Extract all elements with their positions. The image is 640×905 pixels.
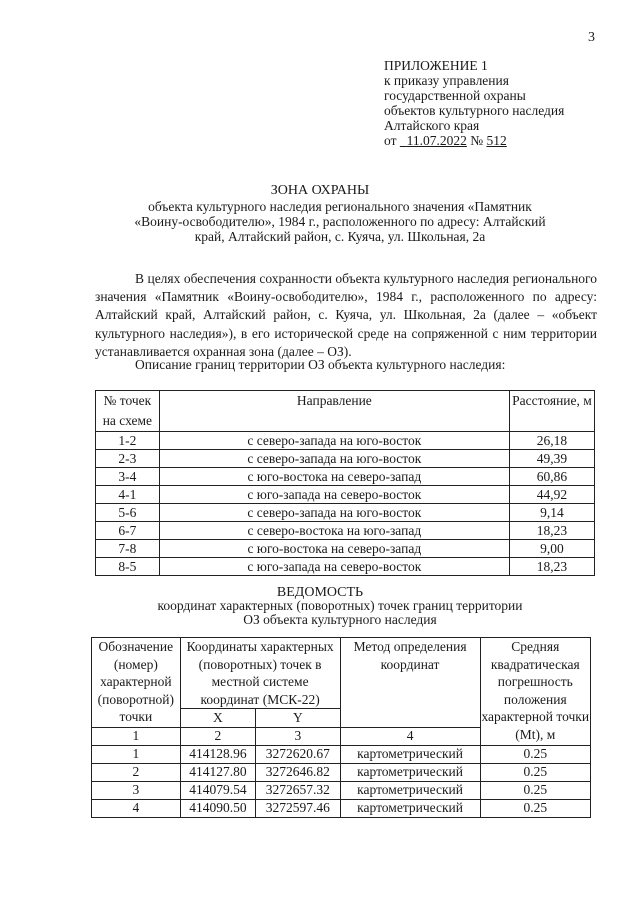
distance-cell: 44,92 xyxy=(509,486,594,504)
appendix-title: ПРИЛОЖЕНИЕ 1 xyxy=(384,58,488,73)
segment-cell: 2-3 xyxy=(96,450,160,468)
method-cell: картометрический xyxy=(340,781,480,799)
direction-cell: с северо-запада на юго-восток xyxy=(159,432,509,450)
direction-cell: с юго-востока на северо-запад xyxy=(159,540,509,558)
boundary-table xyxy=(95,390,595,576)
order-date: 11.07.2022 xyxy=(406,133,467,148)
direction-cell: с северо-запада на юго-восток xyxy=(159,450,509,468)
error-cell: 0.25 xyxy=(480,799,590,817)
y-cell: 3272646.82 xyxy=(256,763,340,781)
table-row xyxy=(92,781,591,799)
x-cell: 414128.96 xyxy=(180,745,255,763)
header-coordinates: Координаты характерных (поворотных) точек в местной системе координат (МСК-22) xyxy=(180,638,340,709)
header-distance: Расстояние, м xyxy=(509,391,594,432)
distance-cell: 18,23 xyxy=(509,558,594,576)
header-y: Y xyxy=(256,709,340,728)
method-cell: картометрический xyxy=(340,799,480,817)
table-row xyxy=(96,450,595,468)
x-cell: 414090.50 xyxy=(180,799,255,817)
segment-cell: 1-2 xyxy=(96,432,160,450)
intro-paragraph: В целях обеспечения сохранности объекта культурного наследия регионального значения «Памятник «Воину-освободителю», 1984 г., расположенного по адресу: Алтайский край, Алтайский район, с. Куяча, ул. Школьная, 2а (далее – «объект культурного наследия»), в его исторической среде на сопряженной с ним территории устанавливается охранная зона (далее – ОЗ). xyxy=(95,271,597,359)
vedomost-subtitle: координат характерных (поворотных) точек границ территории ОЗ объекта культурного наследия xyxy=(157,598,523,627)
point-cell: 1 xyxy=(92,745,181,763)
header-method: Метод определения координат xyxy=(340,638,480,728)
zone-subtitle: объекта культурного наследия регионального значения «Памятник «Воину-освободителю», 1984 г., расположенного по адресу: Алтайский край, Алтайский район, с. Куяча, ул. Школьная, 2а xyxy=(134,199,546,244)
segment-cell: 6-7 xyxy=(96,522,160,540)
error-cell: 0.25 xyxy=(480,763,590,781)
error-cell: 0.25 xyxy=(480,781,590,799)
direction-cell: с юго-запада на северо-восток xyxy=(159,558,509,576)
direction-cell: с юго-запада на северо-восток xyxy=(159,486,509,504)
x-cell: 414079.54 xyxy=(180,781,255,799)
table-row xyxy=(96,432,595,450)
y-cell: 3272657.32 xyxy=(256,781,340,799)
order-number: 512 xyxy=(486,133,507,148)
coordinates-table xyxy=(91,637,591,818)
segment-cell: 7-8 xyxy=(96,540,160,558)
appendix-block xyxy=(384,58,564,148)
segment-cell: 3-4 xyxy=(96,468,160,486)
table-row xyxy=(92,799,591,817)
appendix-line: государственной охраны xyxy=(384,88,526,103)
distance-cell: 9,14 xyxy=(509,504,594,522)
y-cell: 3272620.67 xyxy=(256,745,340,763)
header-designation: Обозначение (номер) характерной (поворотной) точки xyxy=(92,638,181,728)
distance-cell: 18,23 xyxy=(509,522,594,540)
direction-cell: с северо-запада на юго-восток xyxy=(159,504,509,522)
table-row xyxy=(92,763,591,781)
method-cell: картометрический xyxy=(340,745,480,763)
from-prefix: от xyxy=(384,133,397,148)
table-row xyxy=(96,558,595,576)
direction-cell: с северо-востока на юго-запад xyxy=(159,522,509,540)
index-cell: 3 xyxy=(256,727,340,745)
y-cell: 3272597.46 xyxy=(256,799,340,817)
table-row xyxy=(92,745,591,763)
distance-cell: 49,39 xyxy=(509,450,594,468)
table-row xyxy=(96,486,595,504)
zone-title: ЗОНА ОХРАНЫ xyxy=(270,183,370,198)
distance-cell: 9,00 xyxy=(509,540,594,558)
distance-cell: 26,18 xyxy=(509,432,594,450)
appendix-line: Алтайского края xyxy=(384,118,480,133)
header-x: X xyxy=(180,709,255,728)
segment-cell: 4-1 xyxy=(96,486,160,504)
direction-cell: с юго-востока на северо-запад xyxy=(159,468,509,486)
header-direction: Направление xyxy=(159,391,509,432)
distance-cell: 60,86 xyxy=(509,468,594,486)
point-cell: 4 xyxy=(92,799,181,817)
appendix-line: к приказу управления xyxy=(384,73,509,88)
method-cell: картометрический xyxy=(340,763,480,781)
page-number: 3 xyxy=(588,30,595,45)
description-line: Описание границ территории ОЗ объекта культурного наследия: xyxy=(135,357,506,372)
header-points: № точек на схеме xyxy=(96,391,160,432)
table-row xyxy=(96,540,595,558)
table-row xyxy=(96,522,595,540)
vedomost-title: ВЕДОМОСТЬ xyxy=(276,585,364,600)
point-cell: 3 xyxy=(92,781,181,799)
table-row xyxy=(96,504,595,522)
x-cell: 414127.80 xyxy=(180,763,255,781)
number-prefix: № xyxy=(470,133,484,148)
segment-cell: 8-5 xyxy=(96,558,160,576)
boundary-table-header xyxy=(96,391,595,432)
segment-cell: 5-6 xyxy=(96,504,160,522)
appendix-line: объектов культурного наследия xyxy=(384,103,565,118)
index-cell: 2 xyxy=(180,727,255,745)
index-cell: 4 xyxy=(340,727,480,745)
header-error: Средняя квадратическая погрешность положения характерной точки (Mt), м xyxy=(480,638,590,746)
point-cell: 2 xyxy=(92,763,181,781)
error-cell: 0.25 xyxy=(480,745,590,763)
index-cell: 1 xyxy=(92,727,181,745)
appendix-date-line xyxy=(384,133,564,148)
table-row xyxy=(96,468,595,486)
